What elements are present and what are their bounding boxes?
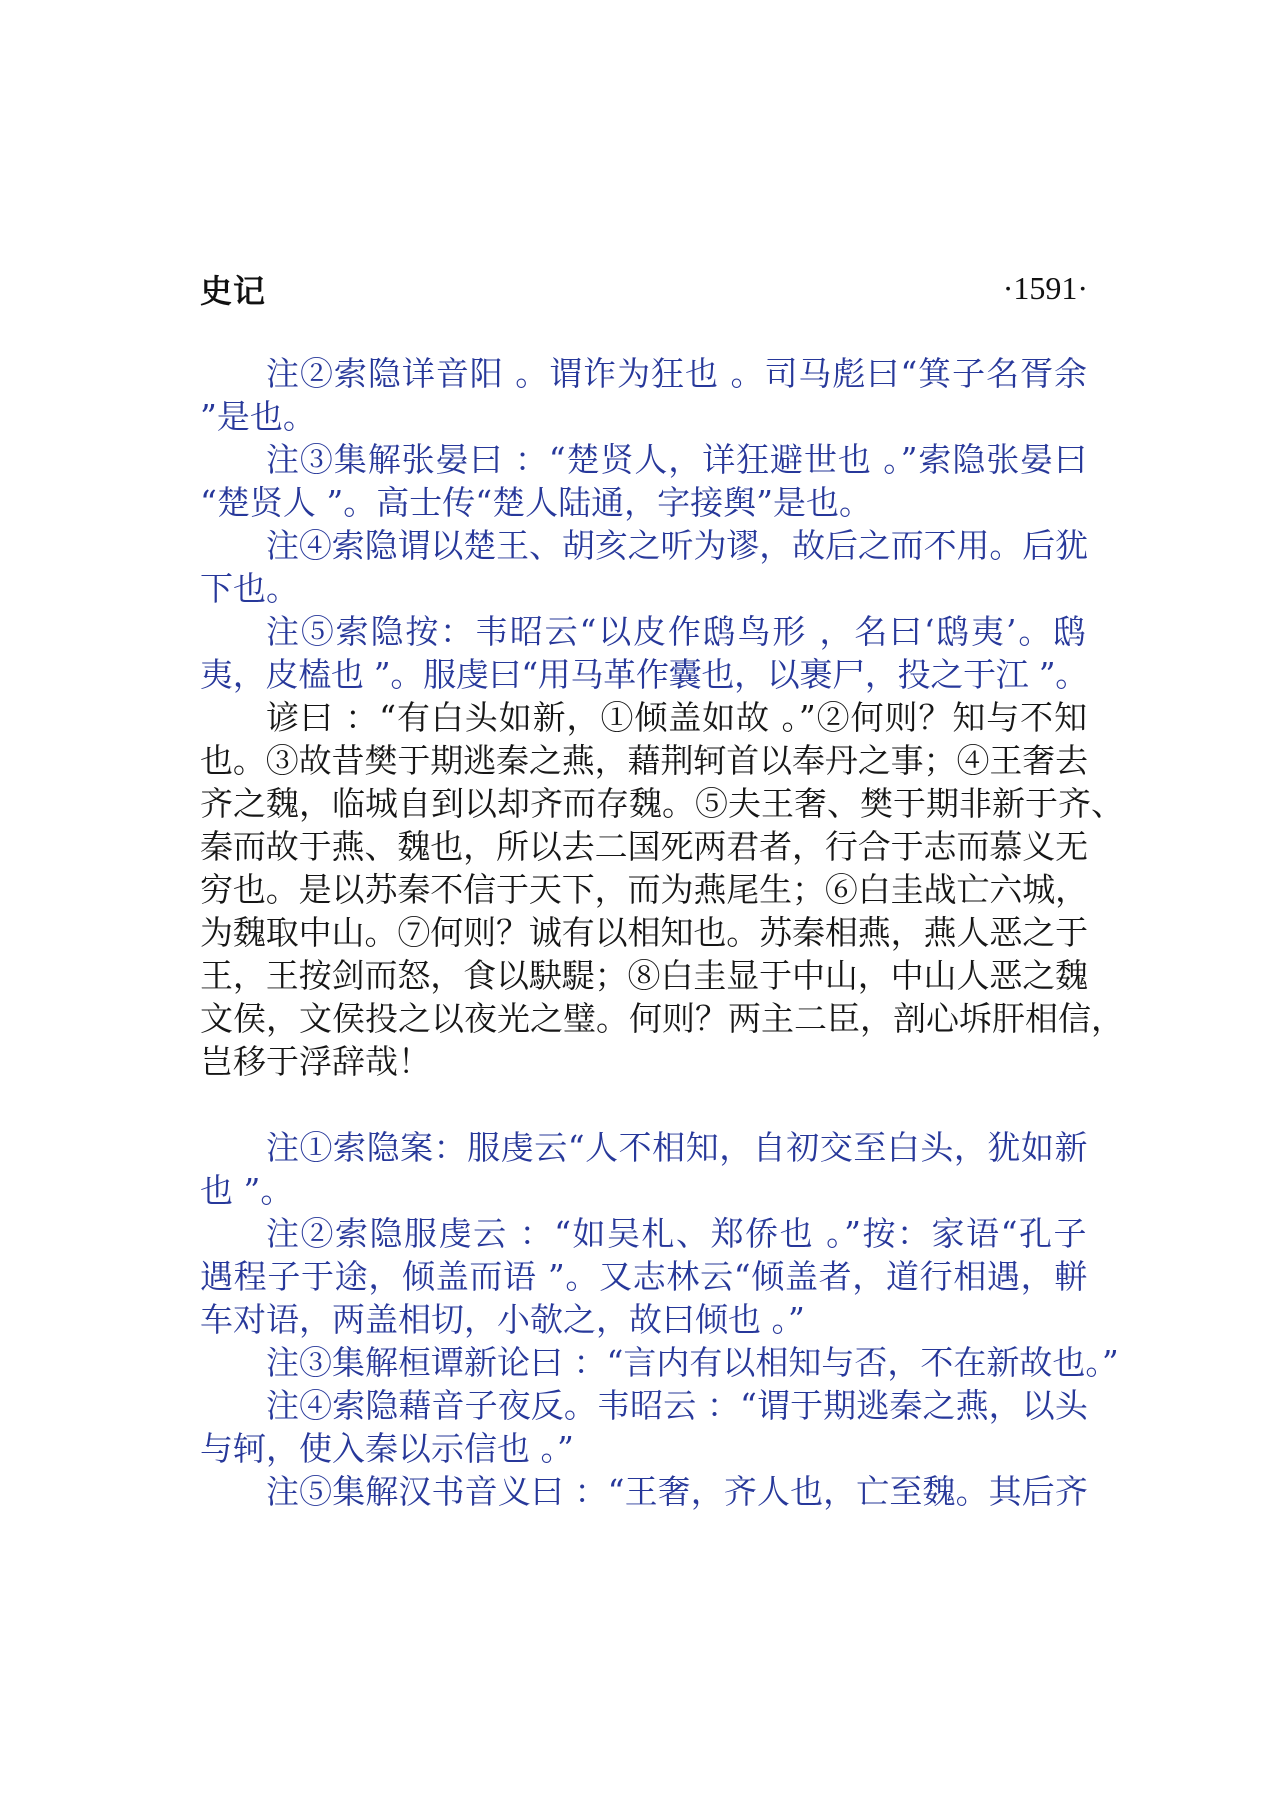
text-line: [200, 1341, 1119, 1384]
text-line-text: 齐之魏，临城自到以却齐而存魏。⑤夫王奢、樊于期非新于齐、: [200, 784, 1124, 823]
annotation-note: [200, 524, 1088, 610]
text-line: [200, 739, 1088, 782]
text-line-text: 注③集解桓谭新论曰 ：“言内有以相知与否，不在新故也。”: [266, 1343, 1119, 1382]
paragraph-gap: [200, 1083, 1088, 1126]
text-line: [200, 610, 1088, 653]
running-head: [200, 267, 1088, 310]
text-line: [200, 911, 1088, 954]
annotation-note: [200, 1126, 1088, 1212]
text-line-text: 注⑤集解汉书音义曰 ：“王奢，齐人也，亡至魏。其后齐: [266, 1472, 1088, 1511]
annotation-note: [200, 438, 1088, 524]
annotation-note: [200, 352, 1088, 438]
text-line-text: 与轲，使入秦以示信也 。”: [200, 1429, 574, 1468]
text-line-text: “楚贤人 ”。高士传“楚人陆通，字接舆”是也。: [200, 483, 872, 522]
text-line: [200, 395, 1088, 438]
text-line-text: 王，王按剑而怒，食以駃騠；⑧白圭显于中山，中山人恶之魏: [200, 956, 1089, 995]
annotation-note: [200, 1212, 1088, 1341]
text-line-text: 下也。: [200, 569, 299, 608]
text-line: [200, 481, 1088, 524]
annotation-note: [200, 1384, 1088, 1470]
text-line-text: ”是也。: [200, 397, 316, 436]
text-line-text: 车对语，两盖相切，小欹之，故曰倾也 。”: [200, 1300, 805, 1339]
text-line: [200, 1427, 1088, 1470]
text-body: [200, 352, 1124, 1513]
text-line-text: 穷也。是以苏秦不信于天下，而为燕尾生；⑥白圭战亡六城，: [200, 870, 1089, 909]
text-line: [200, 1126, 1088, 1169]
text-line-text: 注②索隐服虔云 ：“如吴札、郑侨也 。”按：家语“孔子: [266, 1214, 1088, 1253]
text-line-text: 注④索隐藉音子夜反。韦昭云 ：“谓于期逃秦之燕，以头: [266, 1386, 1088, 1425]
text-line-text: 注⑤索隐按：韦昭云“以皮作鸱鸟形 ，名曰‘鸱夷’。鸱: [266, 612, 1088, 651]
text-line: [200, 1255, 1088, 1298]
text-line: [200, 653, 1088, 696]
text-line: [200, 438, 1088, 481]
text-line-text: 夷，皮榼也 ”。服虔曰“用马革作囊也，以裹尸，投之于江 ”。: [200, 655, 1088, 694]
text-line-text: 文侯，文侯投之以夜光之璧。何则？两主二臣，剖心坼肝相信，: [200, 999, 1124, 1038]
text-line-text: 注①索隐案：服虔云“人不相知，自初交至白头，犹如新: [266, 1128, 1088, 1167]
text-line: [200, 352, 1088, 395]
page-number: ·1591·: [1002, 270, 1088, 306]
main-text-passage: [200, 696, 1124, 1083]
text-line-text: 注②索隐详音阳 。谓诈为狂也 。司马彪曰“箕子名胥余: [266, 354, 1088, 393]
text-line-text: 注④索隐谓以楚王、胡亥之听为谬，故后之而不用。后犹: [266, 526, 1089, 565]
text-line: [200, 696, 1088, 739]
text-line-text: 也。③故昔樊于期逃秦之燕，藉荆轲首以奉丹之事；④王奢去: [200, 741, 1089, 780]
text-line-text: 遇程子于途，倾盖而语 ”。又志林云“倾盖者，道行相遇，軿: [200, 1257, 1088, 1296]
text-line: [200, 524, 1088, 567]
text-line: [200, 954, 1088, 997]
annotation-note: [200, 1470, 1088, 1513]
text-line: [200, 1212, 1088, 1255]
annotation-note: [200, 1341, 1119, 1384]
text-line: [200, 567, 1088, 610]
text-line: [200, 997, 1124, 1040]
text-line: [200, 782, 1124, 825]
text-line-text: 注③集解张晏曰 ：“楚贤人，详狂避世也 。”索隐张晏曰: [266, 440, 1088, 479]
annotation-note: [200, 610, 1088, 696]
text-line-text: 谚曰 ：“有白头如新，①倾盖如故 。”②何则？知与不知: [266, 698, 1088, 737]
text-line: [200, 868, 1088, 911]
text-line: [200, 825, 1088, 868]
text-line: [200, 1040, 1088, 1083]
text-line-text: 为魏取中山。⑦何则？诚有以相知也。苏秦相燕，燕人恶之于: [200, 913, 1089, 952]
text-line-text: 秦而故于燕、魏也，所以去二国死两君者，行合于志而慕义无: [200, 827, 1089, 866]
text-line: [200, 1384, 1088, 1427]
text-line: [200, 1298, 1088, 1341]
text-line-text: 岂移于浮辞哉！: [200, 1042, 431, 1081]
text-line: [200, 1169, 1088, 1212]
running-head-title: 史记: [200, 271, 267, 310]
text-line-text: 也 ”。: [200, 1171, 294, 1210]
text-line: [200, 1470, 1088, 1513]
